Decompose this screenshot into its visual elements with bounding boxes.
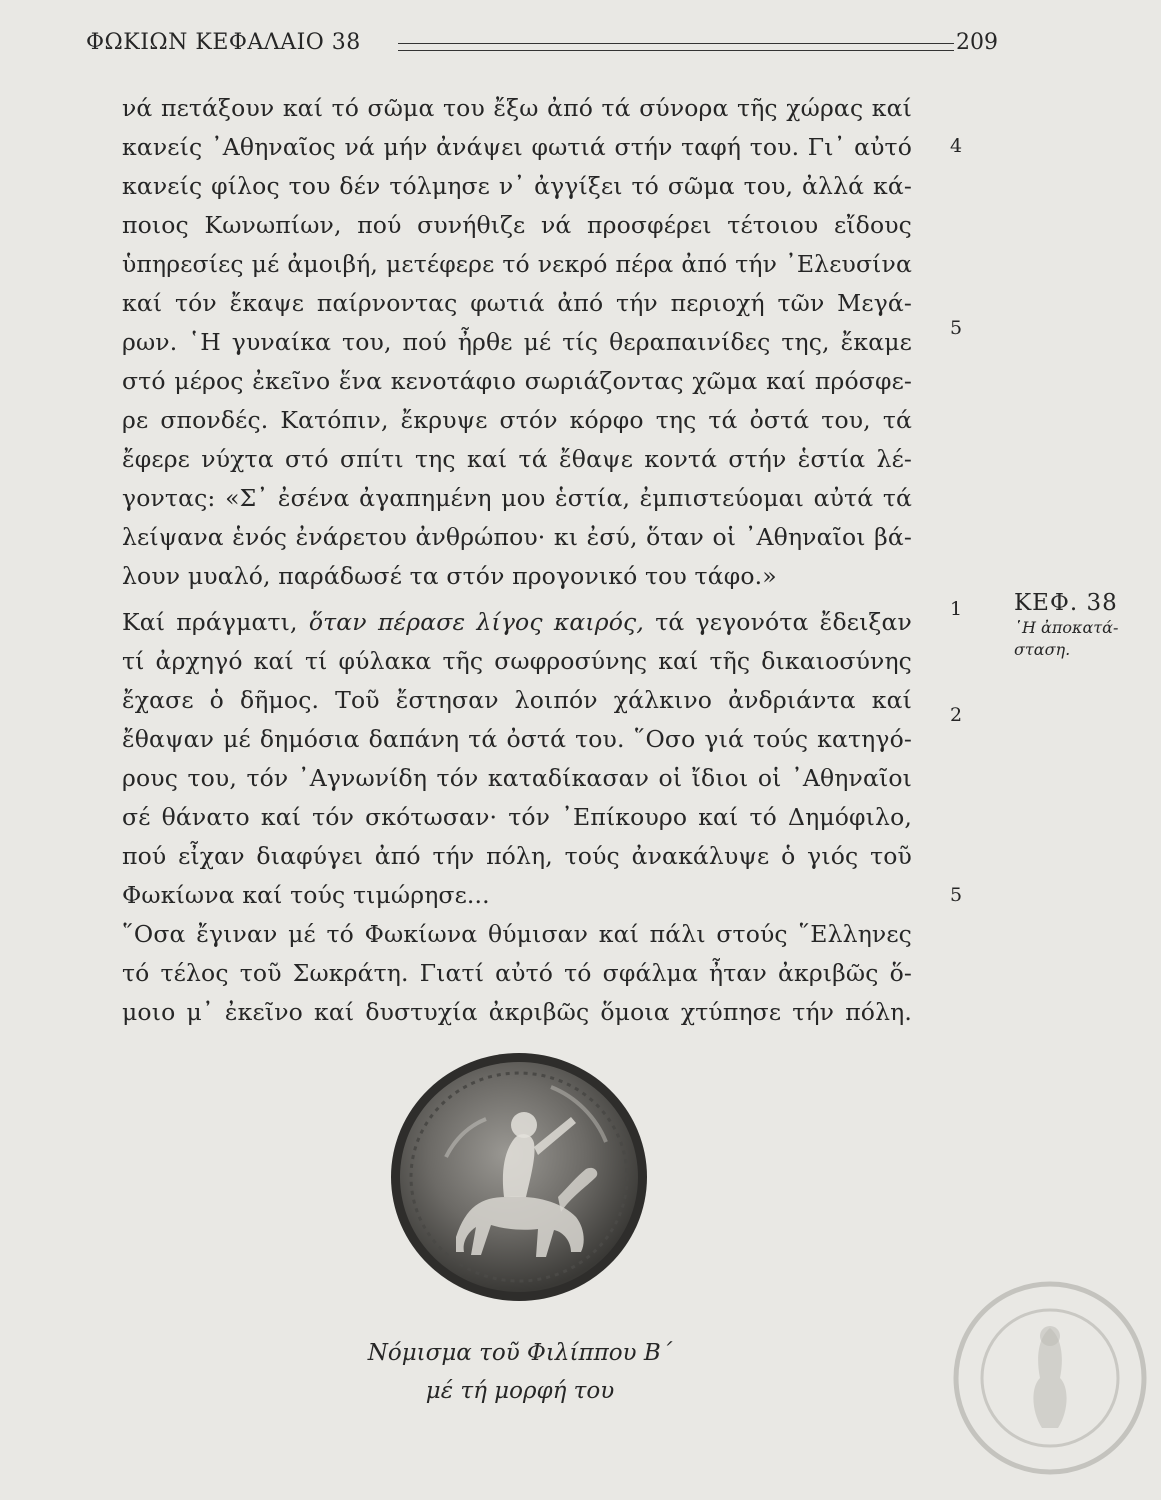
text-line: σέ θάνατο καί τόν σκότωσαν· τόν ᾿Επίκουρο καί τό Δημόφιλο,: [122, 803, 912, 831]
page-number: 209: [956, 30, 998, 55]
text-line: τό τέλος τοῦ Σωκράτη. Γιατί αὐτό τό σφάλμα ἦταν ἀκριβῶς ὅ-: [122, 959, 912, 987]
text-line: στό μέρος ἐκεῖνο ἕνα κενοτάφιο σωριάζοντας χῶμα καί πρόσφε-: [122, 367, 912, 395]
text-line: ποιος Κωνωπίων, πού συνήθιζε νά προσφέρει τέτοιου εἴδους: [122, 211, 912, 239]
verse-number: 2: [949, 704, 963, 726]
caption-line: μέ τή μορφή του: [425, 1378, 615, 1404]
text-run: τά γεγονότα ἔδειξαν: [644, 608, 912, 636]
paragraph-first-line: [122, 606, 912, 638]
verse-number: 5: [949, 884, 963, 906]
text-line: κανείς φίλος του δέν τόλμησε ν᾿ ἀγγίξει τό σῶμα του, ἀλλά κά-: [122, 172, 912, 200]
margin-note: [1014, 590, 1144, 660]
caption-line: Νόμισμα τοῦ Φιλίππου Β΄: [367, 1340, 673, 1366]
text-line: ἔχασε ὁ δῆμος. Τοῦ ἔστησαν λοιπόν χάλκινο ἀνδριάντα καί: [122, 686, 912, 714]
text-run: Καί πράγματι,: [122, 608, 309, 636]
text-line: λουν μυαλό, παράδωσέ τα στόν προγονικό του τάφο.»: [122, 562, 777, 590]
text-line: πού εἶχαν διαφύγει ἀπό τήν πόλη, τούς ἀνακάλυψε ὁ γιός τοῦ: [122, 842, 912, 870]
text-line: μοιο μ᾿ ἐκεῖνο καί δυστυχία ἀκριβῶς ὅμοια χτύπησε τήν πόλη.: [122, 998, 912, 1026]
verse-number: 5: [949, 317, 963, 339]
text-line: ρους του, τόν ᾿Αγνωνίδη τόν καταδίκασαν οἱ ἴδιοι οἱ ᾿Αθηναῖοι: [122, 764, 912, 792]
text-line: ὑπηρεσίες μέ ἀμοιβή, μετέφερε τό νεκρό πέρα ἀπό τήν ᾿Ελευσίνα: [122, 250, 912, 278]
text-line: ἔθαψαν μέ δημόσια δαπάνη τά ὀστά του. ῞Οσο γιά τούς κατηγό-: [122, 725, 912, 753]
text-line: νά πετάξουν καί τό σῶμα του ἔξω ἀπό τά σύνορα τῆς χώρας καί: [122, 94, 912, 122]
text-line: ἔφερε νύχτα στό σπίτι της καί τά ἔθαψε κοντά στήν ἑστία λέ-: [122, 445, 912, 473]
text-line: γοντας: «Σ᾿ ἐσένα ἀγαπημένη μου ἑστία, ἐμπιστεύομαι αὐτά τά: [122, 484, 912, 512]
text-line: τί ἀρχηγό καί τί φύλακα τῆς σωφροσύνης καί τῆς δικαιοσύνης: [122, 647, 912, 675]
text-line: Φωκίωνα καί τούς τιμώρησε...: [122, 881, 490, 909]
text-line: ρων. ῾Η γυναίκα του, πού ἦρθε μέ τίς θεραπαινίδες της, ἔκαμε: [122, 328, 912, 356]
text-line: ῞Οσα ἔγιναν μέ τό Φωκίωνα θύμισαν καί πάλι στούς ῞Ελληνες: [122, 920, 912, 948]
margin-subtitle-line: ῾Η ἀποκατά-: [1014, 618, 1119, 637]
text-line: καί τόν ἔκαψε παίρνοντας φωτιά ἀπό τήν περιοχή τῶν Μεγά-: [122, 289, 912, 317]
running-head-rule: [398, 43, 954, 51]
library-stamp: [950, 1278, 1150, 1478]
image-caption: [330, 1334, 710, 1410]
text-line: κανείς ᾿Αθηναῖος νά μήν ἀνάψει φωτιά στήν ταφή του. Γι᾿ αὐτό: [122, 133, 912, 161]
verse-number: 4: [949, 135, 963, 157]
margin-chapter-label: ΚΕΦ. 38: [1014, 590, 1118, 616]
running-head-title: ΦΩΚΙΩΝ ΚΕΦΑΛΑΙΟ 38: [86, 30, 361, 55]
verse-number: 1: [949, 598, 963, 620]
margin-subtitle-line: σταση.: [1014, 640, 1071, 659]
text-line: ρε σπονδές. Κατόπιν, ἔκρυψε στόν κόρφο της τά ὀστά του, τά: [122, 406, 912, 434]
coin-image: [386, 1047, 652, 1307]
running-head: [86, 28, 998, 62]
italic-phrase: ὅταν πέρασε λίγος καιρός,: [308, 608, 644, 636]
text-line: λείψανα ἑνός ἐνάρετου ἀνθρώπου· κι ἐσύ, ὅταν οἱ ᾿Αθηναῖοι βά-: [122, 523, 912, 551]
